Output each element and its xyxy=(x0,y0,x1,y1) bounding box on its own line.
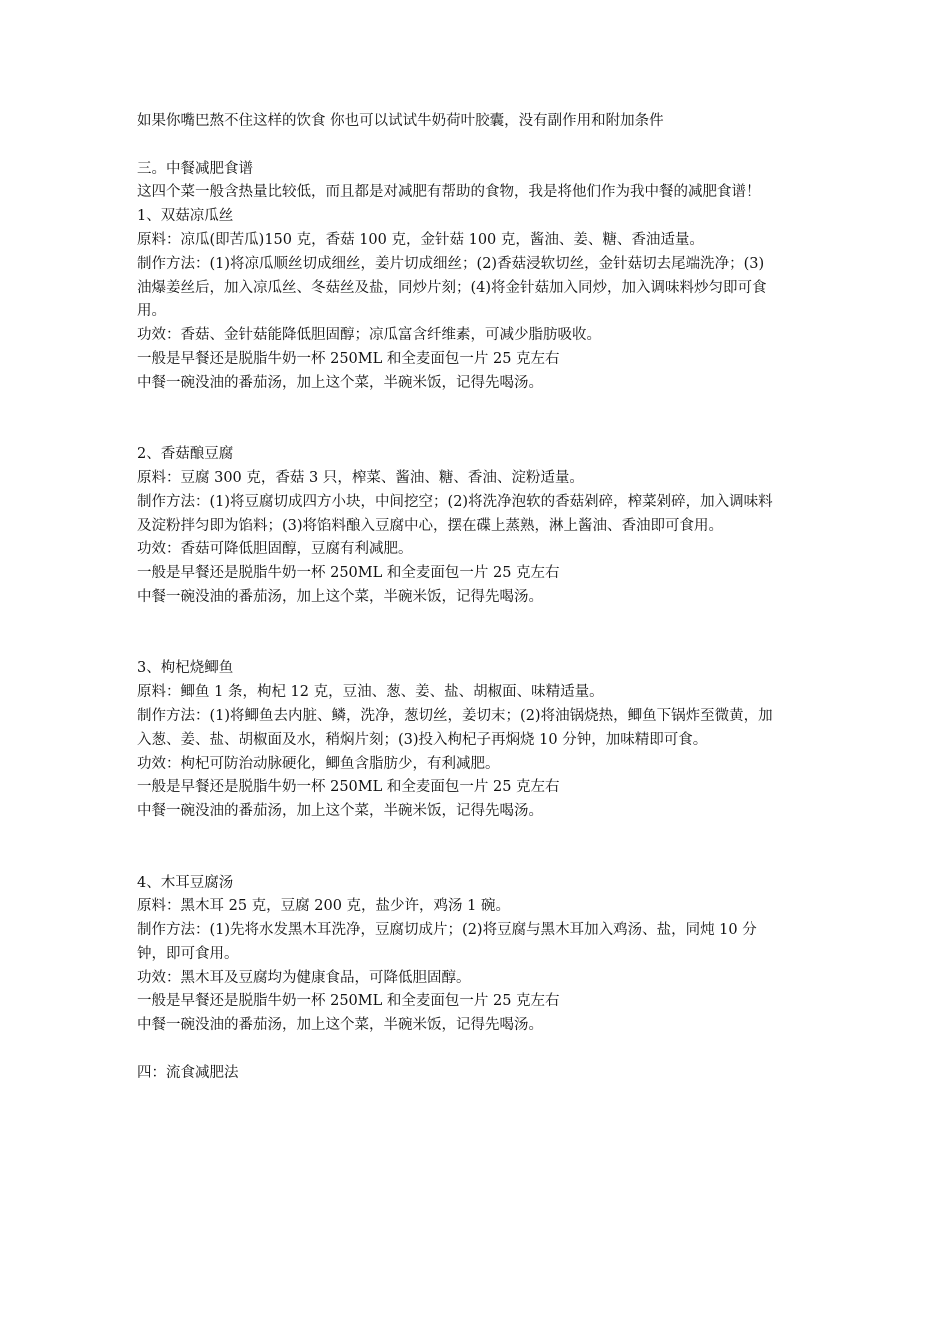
recipe-title: 1、双菇凉瓜丝 xyxy=(137,208,234,225)
intro-paragraph: 如果你嘴巴熬不住这样的饮食 你也可以试试牛奶荷叶胶囊，没有副作用和附加条件 xyxy=(137,113,664,129)
recipe-effect: 功效：香菇可降低胆固醇，豆腐有利减肥。 xyxy=(137,541,413,558)
recipe-breakfast-note: 一般是早餐还是脱脂牛奶一杯 250ML 和全麦面包一片 25 克左右 xyxy=(137,993,560,1010)
recipe-ingredients: 原料：凉瓜(即苦瓜)150 克，香菇 100 克，金针菇 100 克，酱油、姜、糖、香油适量。 xyxy=(137,231,704,248)
recipe-method: 制作方法：(1)将凉瓜顺丝切成细丝，姜片切成细丝；(2)香菇浸软切丝，金针菇切去尾端洗净；(3)油爆姜丝后，加入凉瓜丝、冬菇丝及盐，同炒片刻；(4)将金针菇加入同炒，加入调味料炒匀即可食用。 xyxy=(137,255,767,320)
recipe-method: 制作方法：(1)将鲫鱼去内脏、鳞，洗净，葱切丝，姜切末；(2)将油锅烧热，鲫鱼下锅炸至微黄，加入葱、姜、盐、胡椒面及水，稍焖片刻；(3)投入枸杞子再焖烧 10 分钟，加味精即可食。 xyxy=(137,707,773,748)
recipe-effect: 功效：香菇、金针菇能降低胆固醇；凉瓜富含纤维素，可减少脂肪吸收。 xyxy=(137,327,601,344)
recipe-ingredients: 原料：鲫鱼 1 条，枸杞 12 克，豆油、葱、姜、盐、胡椒面、味精适量。 xyxy=(137,684,604,701)
recipe-effect: 功效：黑木耳及豆腐均为健康食品，可降低胆固醇。 xyxy=(137,969,471,986)
document-body xyxy=(137,110,777,1086)
recipe-breakfast-note: 一般是早餐还是脱脂牛奶一杯 250ML 和全麦面包一片 25 克左右 xyxy=(137,565,560,582)
section-heading-liquid-diet: 四：流食减肥法 xyxy=(137,1064,239,1081)
recipe-lunch-note: 中餐一碗没油的番茄汤，加上这个菜，半碗米饭，记得先喝汤。 xyxy=(137,588,543,605)
section-description: 这四个菜一般含热量比较低，而且都是对减肥有帮助的食物，我是将他们作为我中餐的减肥食谱！ xyxy=(137,184,761,201)
recipe-block xyxy=(137,872,777,1039)
recipe-title: 4、木耳豆腐汤 xyxy=(137,874,234,891)
section-heading-lunch-recipes: 三。中餐减肥食谱 xyxy=(137,160,253,177)
recipe-breakfast-note: 一般是早餐还是脱脂牛奶一杯 250ML 和全麦面包一片 25 克左右 xyxy=(137,350,560,367)
recipe-lunch-note: 中餐一碗没油的番茄汤，加上这个菜，半碗米饭，记得先喝汤。 xyxy=(137,374,543,391)
recipe-breakfast-note: 一般是早餐还是脱脂牛奶一杯 250ML 和全麦面包一片 25 克左右 xyxy=(137,779,560,796)
recipe-ingredients: 原料：黑木耳 25 克，豆腐 200 克，盐少许，鸡汤 1 碗。 xyxy=(137,898,511,915)
recipe-ingredients: 原料：豆腐 300 克，香菇 3 只，榨菜、酱油、糖、香油、淀粉适量。 xyxy=(137,469,584,486)
recipe-block xyxy=(137,657,777,824)
recipe-title: 2、香菇酿豆腐 xyxy=(137,446,234,463)
recipe-lunch-note: 中餐一碗没油的番茄汤，加上这个菜，半碗米饭，记得先喝汤。 xyxy=(137,1017,543,1034)
recipe-lunch-note: 中餐一碗没油的番茄汤，加上这个菜，半碗米饭，记得先喝汤。 xyxy=(137,803,543,820)
recipe-method: 制作方法：(1)先将水发黑木耳洗净，豆腐切成片；(2)将豆腐与黑木耳加入鸡汤、盐，同炖 10 分钟，即可食用。 xyxy=(137,922,757,962)
recipe-title: 3、枸杞烧鲫鱼 xyxy=(137,660,234,677)
recipe-block xyxy=(137,205,777,395)
recipe-block xyxy=(137,443,777,610)
recipe-effect: 功效：枸杞可防治动脉硬化，鲫鱼含脂肪少，有利减肥。 xyxy=(137,755,500,772)
recipe-method: 制作方法：(1)将豆腐切成四方小块，中间挖空；(2)将洗净泡软的香菇剁碎，榨菜剁碎，加入调味料及淀粉拌匀即为馅料；(3)将馅料酿入豆腐中心，摆在碟上蒸熟，淋上酱油、香油即可食用。 xyxy=(137,493,773,534)
